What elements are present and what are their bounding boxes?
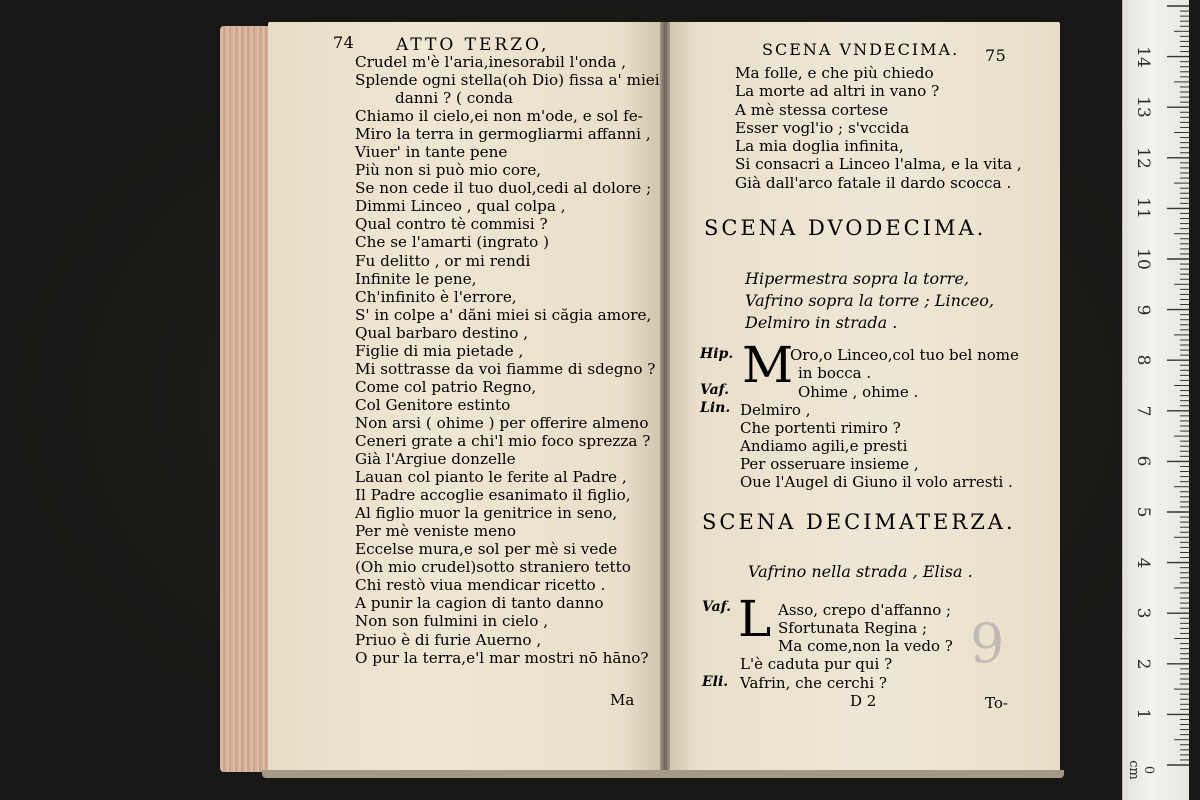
text-line: Col Genitore estinto — [355, 395, 511, 414]
speaker-lin: Lin. — [700, 400, 731, 416]
dialogue-line: Oue l'Augel di Giuno il volo arresti . — [740, 473, 1013, 491]
text-line: Chi restò viua mendicar ricetto . — [355, 576, 606, 595]
text-line: Qual contro tè commisi ? — [355, 215, 548, 234]
book-gutter — [660, 22, 670, 774]
text-line: Ma folle, e che più chiedo — [735, 64, 934, 82]
text-line: (Oh mio crudel)sotto straniero tetto — [355, 558, 631, 577]
text-line: A punir la cagion di tanto danno — [355, 594, 604, 613]
dialogue-line: Che portenti rimiro ? — [740, 419, 901, 437]
text-line: Se non cede il tuo duol,cedi al dolore ; — [355, 179, 652, 198]
dropcap-m: M — [742, 336, 794, 394]
text-line: Viuer' in tante pene — [355, 143, 508, 162]
text-line: Come col patrio Regno, — [355, 377, 537, 396]
dialogue-line: Andiamo agili,e presti — [740, 437, 908, 455]
ruler-number: 12 — [1133, 146, 1153, 169]
speaker-hip: Hip. — [700, 346, 734, 362]
dialogue-line: Delmiro , — [740, 401, 811, 419]
dropcap-l: L — [738, 590, 772, 648]
left-catchword: Ma — [610, 691, 635, 709]
text-line: Infinite le pene, — [355, 269, 477, 288]
text-line: danni ? ( conda — [395, 89, 513, 108]
text-line: Dimmi Linceo , qual colpa , — [355, 197, 566, 216]
dialogue-line: Ma come,non la vedo ? — [778, 637, 953, 655]
text-line: A mè stessa cortese — [735, 100, 889, 119]
ruler-unit-label: 0 cm — [1126, 760, 1156, 780]
text-line: Miro la terra in germogliarmi affanni , — [355, 125, 651, 144]
scene-13-persons — [748, 561, 973, 583]
speaker-vaf: Vaf. — [700, 382, 730, 398]
text-line: Che se l'amarti (ingrato ) — [355, 233, 550, 252]
ruler-number: 11 — [1133, 197, 1153, 220]
text-line: Già dall'arco fatale il dardo scocca . — [735, 173, 1012, 192]
right-running-head: SCENA VNDECIMA. — [762, 40, 960, 59]
text-line: Non arsi ( ohime ) per offerire almeno — [355, 413, 649, 432]
dialogue-line: L'è caduta pur qui ? — [740, 655, 893, 673]
left-folio: 74 — [333, 33, 355, 52]
library-stamp: 9 — [970, 612, 1005, 675]
text-line: Per mè veniste meno — [355, 522, 517, 541]
text-line: Ch'infinito è l'errore, — [355, 287, 517, 306]
text-line: Esser vogl'io ; s'vccida — [735, 118, 910, 137]
text-line: Al figlio muor la genitrice in seno, — [355, 504, 618, 523]
text-line: Chiamo il cielo,ei non m'ode, e sol fe- — [355, 107, 643, 126]
text-line: Figlie di mia pietade , — [355, 341, 524, 360]
text-line: Vafrino sopra la torre ; Linceo, — [745, 291, 995, 310]
right-catchword: To- — [985, 694, 1008, 712]
ruler-number: 13 — [1133, 96, 1153, 118]
text-line: La morte ad altri in vano ? — [735, 82, 940, 101]
dialogue-line: Oro,o Linceo,col tuo bel nome — [790, 346, 1019, 364]
text-line: Splende ogni stella(oh Dio) fissa a' miei — [355, 71, 660, 90]
right-folio: 75 — [985, 46, 1007, 65]
text-line: Il Padre accoglie esanimato il figlio, — [355, 486, 631, 505]
text-line: Eccelse mura,e sol per mè si vede — [355, 540, 618, 559]
ruler-number: 1 — [1133, 708, 1153, 720]
scene-12-persons — [745, 268, 994, 334]
ruler-number: 4 — [1133, 557, 1153, 568]
text-line: La mia doglia infinita, — [735, 137, 904, 156]
ruler-number: 7 — [1133, 405, 1153, 417]
ruler-number: 14 — [1133, 45, 1153, 68]
scene-13-title: SCENA DECIMATERZA. — [702, 510, 1016, 534]
left-running-head: ATTO TERZO, — [396, 35, 550, 55]
page-bottom-edge — [262, 770, 1064, 778]
dialogue-line: Ohime , ohime . — [798, 383, 919, 401]
ruler-number: 10 — [1133, 248, 1153, 270]
text-line: Già l'Argiue donzelle — [355, 450, 516, 469]
ruler-number: 9 — [1133, 304, 1153, 315]
ruler-number: 6 — [1133, 455, 1153, 467]
signature-mark: D 2 — [850, 692, 877, 710]
text-line: Non son fulmini in cielo , — [355, 612, 549, 631]
text-line: Qual barbaro destino , — [355, 323, 529, 342]
dialogue-line: Sfortunata Regina ; — [778, 619, 928, 637]
ruler-number: 2 — [1133, 658, 1153, 670]
text-line: Priuo è di furie Auerno , — [355, 630, 542, 649]
text-line: Mi sottrasse da voi fiamme di sdegno ? — [355, 359, 656, 378]
text-line: Vafrino nella strada , Elisa . — [748, 562, 973, 581]
text-line: Hipermestra sopra la torre, — [745, 269, 969, 288]
dialogue-line: Vafrin, che cerchi ? — [740, 674, 887, 692]
left-page-text — [355, 53, 660, 667]
text-line: S' in colpe a' dăni miei si căgia amore, — [355, 305, 652, 324]
dialogue-line: Per osseruare insieme , — [740, 455, 919, 473]
text-line: Ceneri grate a chi'l mio foco sprezza ? — [355, 431, 651, 450]
ruler-number: 5 — [1133, 506, 1153, 518]
text-line: Delmiro in strada . — [745, 313, 898, 332]
dialogue-line: in bocca . — [798, 364, 872, 382]
text-line: Si consacri a Linceo l'alma, e la vita , — [735, 155, 1022, 174]
text-line: Lauan col pianto le ferite al Padre , — [355, 468, 627, 487]
ruler-number: 3 — [1133, 607, 1153, 619]
text-line: Fu delitto , or mi rendi — [355, 251, 531, 270]
right-page-text — [735, 64, 1022, 192]
scene-12-title: SCENA DVODECIMA. — [704, 216, 987, 240]
dialogue-line: Asso, crepo d'affanno ; — [778, 601, 952, 619]
text-line: Più non si può mio core, — [355, 161, 542, 180]
speaker-vaf: Vaf. — [702, 599, 732, 615]
text-line: Crudel m'è l'aria,inesorabil l'onda , — [355, 53, 627, 71]
speaker-eli: Eli. — [702, 674, 729, 690]
ruler-number: 8 — [1133, 354, 1153, 366]
text-line: O pur la terra,e'l mar mostri nō hāno? — [355, 648, 649, 667]
